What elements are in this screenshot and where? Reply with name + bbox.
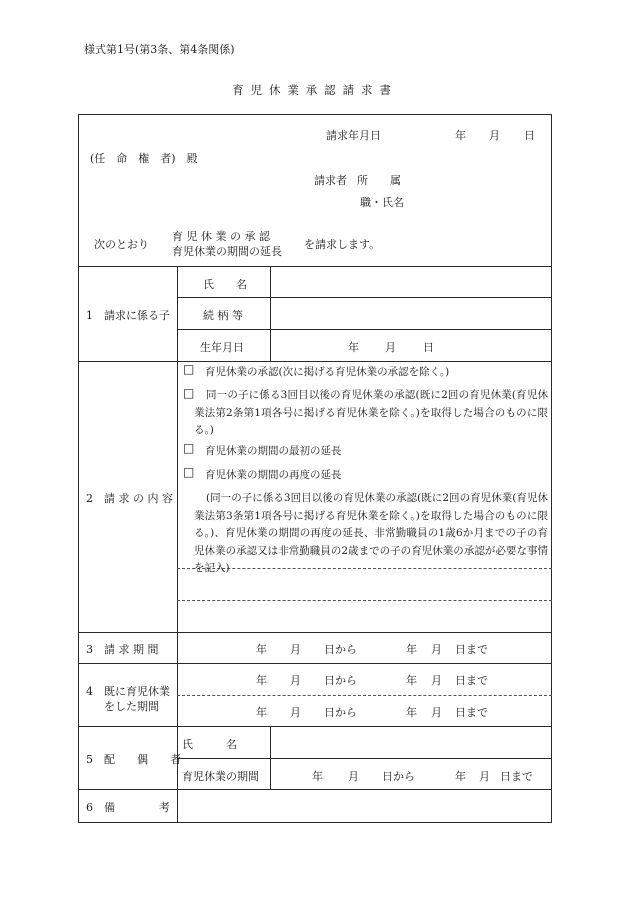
period-to-month: 月	[431, 643, 442, 656]
period-to-year: 年	[406, 643, 417, 656]
section1-label: 1 請求に係る子	[86, 309, 170, 322]
prev-period2-to-day: 日まで	[455, 706, 488, 719]
child-relation-label: 続 柄 等	[203, 309, 243, 322]
option-approval: 育 児 休 業 の 承 認	[172, 230, 270, 243]
checkbox-approval[interactable]: □	[183, 362, 195, 376]
next-prefix: 次のとおり	[94, 238, 149, 251]
spouse-to-month: 月	[479, 770, 490, 783]
child-relation-field[interactable]	[272, 299, 550, 328]
section3-label: 3 請 求 期 間	[86, 643, 159, 656]
request-year: 年	[455, 129, 466, 142]
section5-label: 5 配 偶 者	[86, 753, 181, 766]
checkbox-first-extension[interactable]: □	[183, 441, 195, 455]
requester-label: 請求者	[314, 174, 347, 187]
spouse-to-day: 日まで	[500, 770, 533, 783]
next-suffix: を請求します。	[304, 238, 381, 251]
prev-period2-from-year: 年	[256, 706, 267, 719]
child-name-label: 氏 名	[203, 278, 247, 291]
item-third-approval: 同一の子に係る3回目以後の育児休業の承認(既に2回の育児休業(育児休業法第2条第1項各号に掲げる育児休業を除く。)を取得した場合のものに限る。)	[194, 389, 548, 436]
affiliation-label: 所 属	[357, 174, 401, 187]
spouse-name-field[interactable]	[272, 728, 550, 757]
spouse-to-year: 年	[455, 770, 466, 783]
prev-period1-from-day: 日から	[324, 674, 357, 687]
spouse-from-month: 月	[348, 770, 359, 783]
birth-year: 年	[348, 341, 359, 354]
prev-period1-from-month: 月	[290, 674, 301, 687]
prev-period2-from-month: 月	[290, 706, 301, 719]
child-name-field[interactable]	[272, 268, 550, 296]
request-day: 日	[524, 129, 535, 142]
prev-period1-to-month: 月	[431, 674, 442, 687]
circumstances-note: (同一の子に係る3回目以後の育児休業の承認(既に2回の育児休業(育児休業法第3条第1項各号に掲げる育児休業を除く。)を取得した場合のものに限る。)、育児休業の期間の再度の延長、非常勤職員の1歳6か月までの子の育児休業の承認又は非常勤職員の2歳までの子の育児休業の承認が必要な事情を記入)	[194, 492, 548, 574]
spouse-leave-label: 育児休業の期間	[182, 770, 259, 783]
option-extension: 育児休業の期間の延長	[172, 245, 282, 258]
period-from-day: 日から	[324, 643, 357, 656]
remarks-field[interactable]	[180, 791, 550, 821]
item-approval: 育児休業の承認(次に掲げる育児休業の承認を除く。)	[205, 366, 450, 378]
section2-label: 2 請 求 の 内 容	[86, 492, 173, 505]
checkbox-third-approval[interactable]: □	[183, 386, 195, 400]
form-number: 様式第1号(第3条、第4条関係)	[84, 43, 235, 56]
prev-period2-from-day: 日から	[324, 706, 357, 719]
page-title: 育児休業承認請求書	[232, 83, 398, 97]
addressee: (任 命 権 者) 殿	[90, 152, 198, 165]
item-first-extension: 育児休業の期間の最初の延長	[205, 445, 342, 457]
item-second-extension: 育児休業の期間の再度の延長	[205, 469, 342, 481]
spouse-name-label: 氏 名	[182, 738, 237, 751]
child-birthdate-label: 生年月日	[200, 341, 244, 354]
spouse-from-year: 年	[312, 770, 323, 783]
circumstances-field-2[interactable]	[180, 602, 550, 631]
prev-period2-to-month: 月	[431, 706, 442, 719]
period-to-day: 日まで	[455, 643, 488, 656]
period-from-month: 月	[290, 643, 301, 656]
prev-period2-to-year: 年	[406, 706, 417, 719]
section6-label: 6 備 考	[86, 801, 170, 814]
birth-day: 日	[423, 341, 434, 354]
circumstances-field-1[interactable]	[180, 570, 550, 599]
prev-period1-to-year: 年	[406, 674, 417, 687]
request-date-label: 請求年月日	[326, 129, 381, 142]
section4-label-line2: をした期間	[104, 700, 159, 713]
period-from-year: 年	[256, 643, 267, 656]
prev-period1-from-year: 年	[256, 674, 267, 687]
section4-label-line1: 4 既に育児休業	[86, 685, 170, 698]
spouse-from-day: 日から	[382, 770, 415, 783]
checkbox-second-extension[interactable]: □	[183, 465, 195, 479]
prev-period1-to-day: 日まで	[455, 674, 488, 687]
birth-month: 月	[385, 341, 396, 354]
name-title-label: 職・氏名	[360, 196, 404, 209]
request-month: 月	[489, 129, 500, 142]
